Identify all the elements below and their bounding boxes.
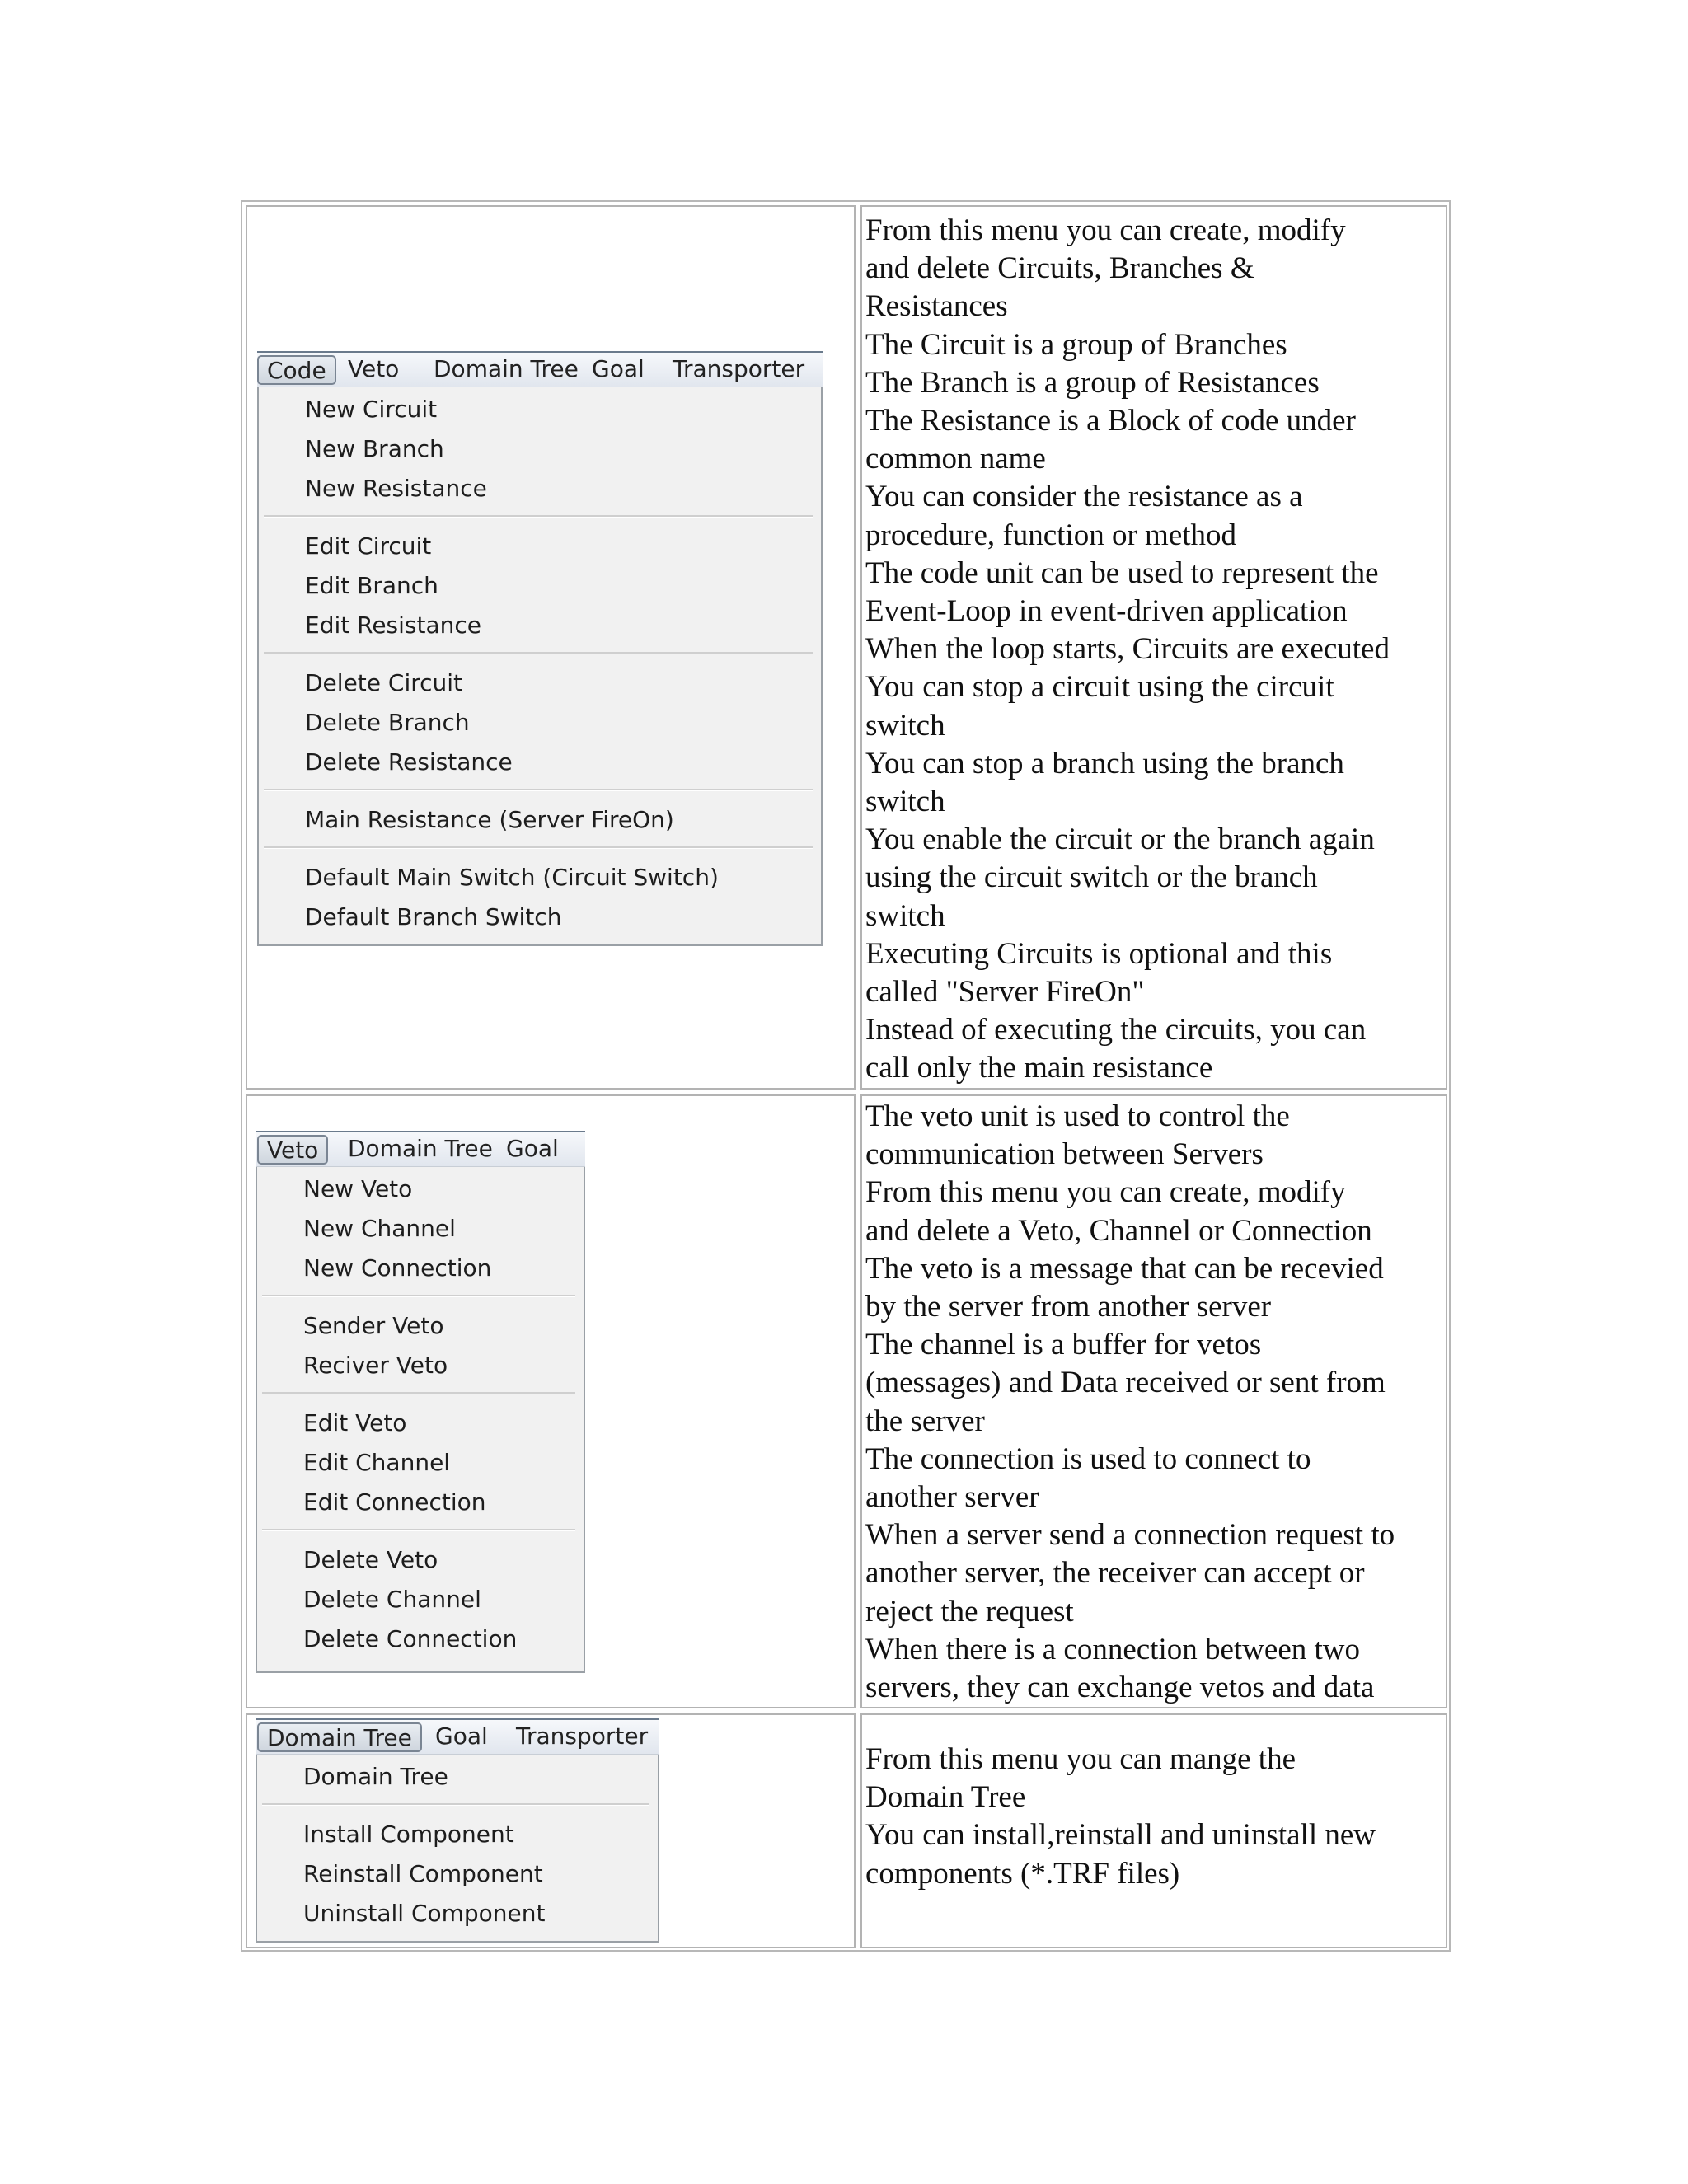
description-line: When a server send a connection request to bbox=[865, 1518, 1395, 1553]
description-line: call only the main resistance bbox=[865, 1051, 1213, 1085]
menu-separator bbox=[264, 652, 813, 654]
menu-item-uninstall-component[interactable]: Uninstall Component bbox=[303, 1900, 546, 1927]
menu-domain-tree[interactable]: Domain Tree bbox=[434, 355, 579, 382]
description-line: Instead of executing the circuits, you can bbox=[865, 1013, 1367, 1047]
description-line: Event-Loop in event-driven application bbox=[865, 594, 1348, 629]
description-line: The Resistance is a Block of code under bbox=[865, 404, 1356, 438]
description-line: The Circuit is a group of Branches bbox=[865, 327, 1287, 362]
menu-item-new-resistance[interactable]: New Resistance bbox=[305, 475, 487, 502]
menubar bbox=[257, 351, 823, 387]
description-line: by the server from another server bbox=[865, 1290, 1272, 1324]
description-line: and delete a Veto, Channel or Connection bbox=[865, 1213, 1372, 1248]
menu-domain-tree[interactable]: Domain Tree bbox=[348, 1135, 493, 1162]
menu-item-new-branch[interactable]: New Branch bbox=[305, 435, 444, 462]
menu-item-reciver-veto[interactable]: Reciver Veto bbox=[303, 1352, 448, 1379]
description-line: You can stop a branch using the branch bbox=[865, 746, 1344, 780]
description-line: The veto unit is used to control the bbox=[865, 1099, 1290, 1133]
menu-item-delete-connection[interactable]: Delete Connection bbox=[303, 1625, 518, 1652]
menu-goal[interactable]: Goal bbox=[506, 1135, 559, 1162]
description-line: called "Server FireOn" bbox=[865, 975, 1145, 1010]
menu-item-domain-tree[interactable]: Domain Tree bbox=[303, 1763, 448, 1790]
menu-separator bbox=[264, 515, 813, 518]
description-line: From this menu you can create, modify bbox=[865, 213, 1346, 247]
menu-item-main-resistance[interactable]: Main Resistance (Server FireOn) bbox=[305, 806, 674, 833]
menubar bbox=[256, 1131, 585, 1167]
menu-separator bbox=[262, 1529, 575, 1531]
menu-separator bbox=[262, 1803, 649, 1806]
row2-image-cell bbox=[246, 1094, 856, 1708]
row1-description-cell bbox=[860, 205, 1447, 1090]
description-line: procedure, function or method bbox=[865, 518, 1237, 552]
description-line: The channel is a buffer for vetos bbox=[865, 1328, 1262, 1362]
menu-item-new-circuit[interactable]: New Circuit bbox=[305, 396, 438, 423]
description-line: The connection is used to connect to bbox=[865, 1441, 1311, 1476]
menu-item-edit-channel[interactable]: Edit Channel bbox=[303, 1449, 451, 1476]
row3-image-cell bbox=[246, 1713, 856, 1948]
menu-item-delete-branch[interactable]: Delete Branch bbox=[305, 709, 470, 736]
menu-item-delete-resistance[interactable]: Delete Resistance bbox=[305, 748, 513, 776]
menu-item-sender-veto[interactable]: Sender Veto bbox=[303, 1312, 444, 1339]
description-line: When there is a connection between two bbox=[865, 1632, 1360, 1666]
menu-goal[interactable]: Goal bbox=[592, 355, 645, 382]
menu-domain-tree[interactable]: Domain Tree bbox=[257, 1722, 422, 1752]
menu-item-edit-circuit[interactable]: Edit Circuit bbox=[305, 532, 432, 560]
description-line: Domain Tree bbox=[865, 1780, 1026, 1815]
domain-tree-dropdown bbox=[256, 1755, 659, 1943]
description-line: communication between Servers bbox=[865, 1137, 1264, 1172]
menu-separator bbox=[264, 789, 813, 791]
menu-item-delete-channel[interactable]: Delete Channel bbox=[303, 1586, 481, 1613]
description-line: another server bbox=[865, 1480, 1039, 1515]
description-line: Resistances bbox=[865, 289, 1008, 324]
menu-item-delete-veto[interactable]: Delete Veto bbox=[303, 1546, 438, 1573]
description-line: another server, the receiver can accept or bbox=[865, 1556, 1365, 1591]
description-line: servers, they can exchange vetos and data bbox=[865, 1671, 1375, 1705]
description-line: (messages) and Data received or sent from bbox=[865, 1366, 1386, 1400]
menu-item-edit-resistance[interactable]: Edit Resistance bbox=[305, 612, 482, 639]
description-line: The veto is a message that can be recevied bbox=[865, 1251, 1384, 1286]
menu-separator bbox=[262, 1392, 575, 1394]
menu-item-edit-branch[interactable]: Edit Branch bbox=[305, 572, 438, 599]
menu-item-default-branch-switch[interactable]: Default Branch Switch bbox=[305, 903, 562, 930]
row1-image-cell bbox=[246, 205, 856, 1090]
menu-transporter[interactable]: Transporter bbox=[516, 1722, 649, 1750]
menu-item-edit-connection[interactable]: Edit Connection bbox=[303, 1488, 486, 1516]
menu-goal[interactable]: Goal bbox=[435, 1722, 488, 1750]
menu-item-delete-circuit[interactable]: Delete Circuit bbox=[305, 669, 463, 696]
menu-code[interactable]: Code bbox=[257, 355, 336, 385]
description-line: Executing Circuits is optional and this bbox=[865, 936, 1333, 971]
description-line: switch bbox=[865, 708, 945, 743]
description-line: using the circuit switch or the branch bbox=[865, 860, 1318, 895]
veto-menu-screenshot bbox=[256, 1131, 585, 1673]
description-line: From this menu you can create, modify bbox=[865, 1175, 1346, 1210]
description-line: and delete Circuits, Branches & bbox=[865, 251, 1254, 286]
description-line: From this menu you can mange the bbox=[865, 1742, 1296, 1776]
menu-transporter[interactable]: Transporter bbox=[673, 355, 805, 382]
menu-item-install-component[interactable]: Install Component bbox=[303, 1821, 514, 1848]
description-line: the server bbox=[865, 1404, 985, 1438]
description-line: The Branch is a group of Resistances bbox=[865, 365, 1320, 400]
description-line: You enable the circuit or the branch again bbox=[865, 823, 1375, 857]
menu-item-edit-veto[interactable]: Edit Veto bbox=[303, 1409, 407, 1436]
document-table bbox=[241, 200, 1451, 1952]
description-line: reject the request bbox=[865, 1594, 1074, 1629]
menu-separator bbox=[264, 846, 813, 849]
description-line: You can consider the resistance as a bbox=[865, 480, 1303, 514]
menu-item-new-channel[interactable]: New Channel bbox=[303, 1215, 456, 1242]
row2-description-cell bbox=[860, 1094, 1447, 1708]
menubar bbox=[256, 1718, 659, 1755]
description-line: common name bbox=[865, 442, 1046, 476]
description-line: You can install,reinstall and uninstall new bbox=[865, 1818, 1376, 1853]
menu-veto[interactable]: Veto bbox=[257, 1135, 328, 1165]
description-line: switch bbox=[865, 785, 945, 819]
row3-description-cell bbox=[860, 1713, 1447, 1948]
veto-dropdown bbox=[256, 1167, 585, 1673]
code-menu-screenshot bbox=[257, 351, 823, 946]
domain-tree-menu-screenshot bbox=[256, 1718, 659, 1943]
menu-separator bbox=[262, 1295, 575, 1297]
menu-item-new-connection[interactable]: New Connection bbox=[303, 1254, 492, 1282]
code-dropdown bbox=[257, 387, 823, 946]
menu-veto[interactable]: Veto bbox=[348, 355, 400, 382]
description-line: components (*.TRF files) bbox=[865, 1856, 1180, 1891]
description-line: The code unit can be used to represent the bbox=[865, 555, 1379, 590]
description-line: You can stop a circuit using the circuit bbox=[865, 670, 1334, 705]
description-line: When the loop starts, Circuits are executed bbox=[865, 632, 1390, 667]
menu-item-default-main-switch[interactable]: Default Main Switch (Circuit Switch) bbox=[305, 864, 719, 891]
menu-item-new-veto[interactable]: New Veto bbox=[303, 1175, 413, 1202]
menu-item-reinstall-component[interactable]: Reinstall Component bbox=[303, 1860, 543, 1887]
description-line: switch bbox=[865, 898, 945, 933]
